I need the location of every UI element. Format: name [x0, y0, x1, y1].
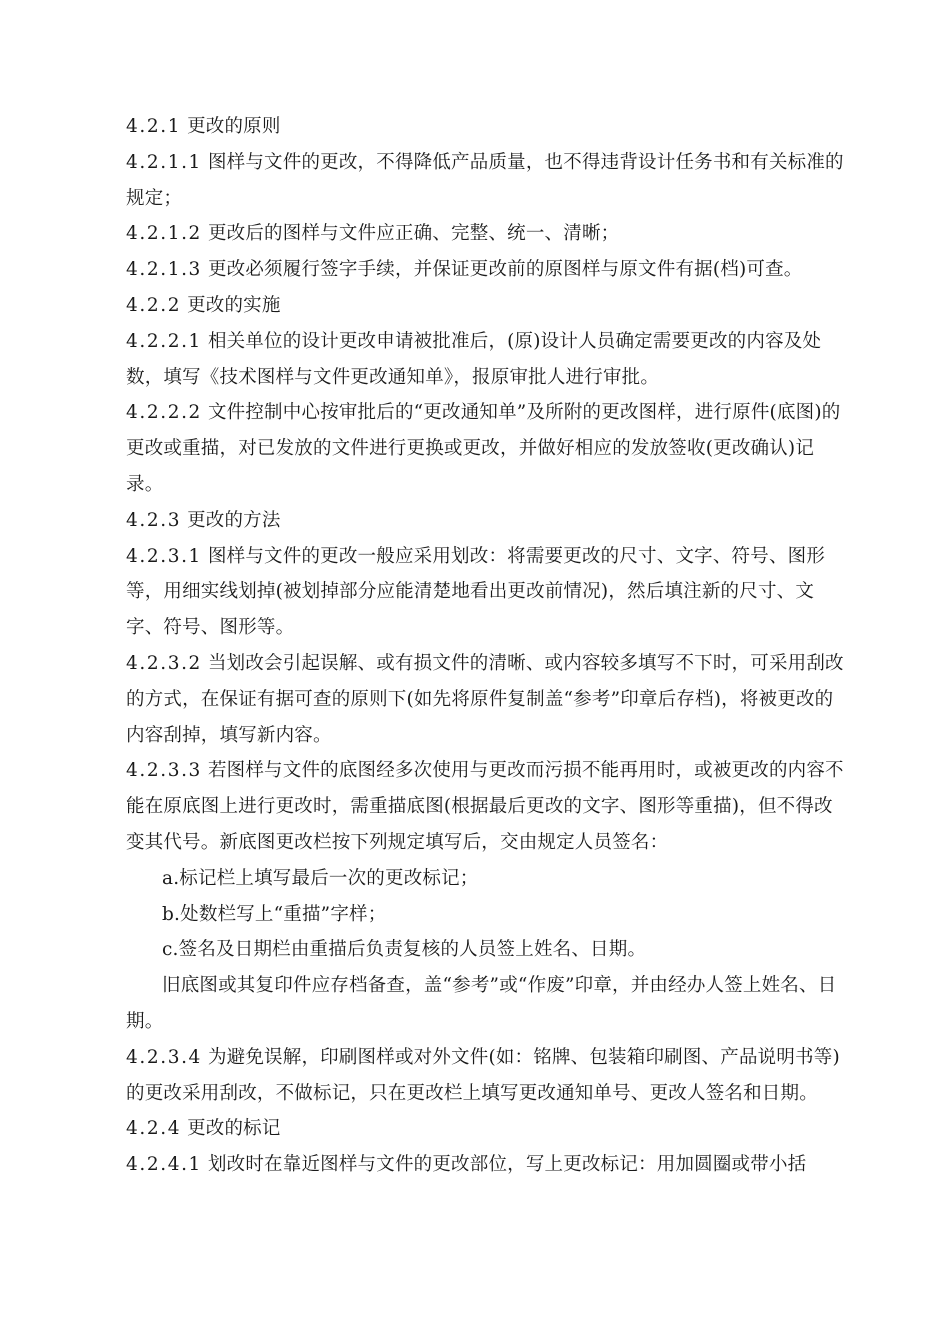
clause-number: 4.2.4.1 [126, 1154, 202, 1176]
clause-number: 4.2.3.1 [126, 545, 202, 567]
clause-number: 4.2.3.2 [126, 652, 202, 674]
section-number: 4.2.3 [126, 509, 182, 531]
clause-text: 当划改会引起误解、或有损文件的清晰、或内容较多填写不下时，可采用刮改的方式，在保证有据可查的原则下(如先将原件复制盖“参考”印章后存档)，将被更改的内容刮掉，填写新内容。 [126, 652, 844, 746]
clause-paragraph [126, 646, 846, 753]
section-title: 更改的实施 [187, 294, 281, 316]
section-number: 4.2.2 [126, 294, 182, 316]
clause-number: 4.2.2.2 [126, 402, 202, 424]
clause-number: 4.2.3.3 [126, 760, 202, 782]
clause-paragraph [126, 252, 846, 288]
section-heading [126, 1111, 846, 1147]
clause-text: 划改时在靠近图样与文件的更改部位，写上更改标记：用加圆圈或带小括 [207, 1154, 807, 1176]
section-number: 4.2.4 [126, 1118, 182, 1140]
list-item: b.处数栏写上“重描”字样； [162, 903, 387, 925]
section-title: 更改的原则 [187, 116, 281, 137]
clause-paragraph [126, 1147, 846, 1183]
clause-paragraph [126, 145, 846, 217]
section-heading [126, 288, 846, 324]
clause-paragraph [126, 216, 846, 252]
clause-paragraph [126, 324, 846, 396]
clause-text: 相关单位的设计更改申请被批准后，(原)设计人员确定需要更改的内容及处数，填写《技术图样与文件更改通知单》，报原审批人进行审批。 [126, 330, 822, 388]
clause-text: 图样与文件的更改一般应采用划改：将需要更改的尺寸、文字、符号、图形等，用细实线划掉(被划掉部分应能清楚地看出更改前情况)，然后填注新的尺寸、文字、符号、图形等。 [126, 545, 826, 639]
section-title: 更改的标记 [187, 1118, 281, 1140]
clause-text: 若图样与文件的底图经多次使用与更改而污损不能再用时，或被更改的内容不能在原底图上进行更改时，需重描底图(根据最后更改的文字、图形等重描)，但不得改变其代号。新底图更改栏按下列规定填写后，交由规定人员签名： [126, 760, 844, 853]
clause-number: 4.2.2.1 [126, 330, 202, 352]
clause-text: 更改后的图样与文件应正确、完整、统一、清晰； [207, 223, 620, 245]
clause-number: 4.2.1.1 [126, 151, 202, 173]
clause-number: 4.2.1.3 [126, 259, 202, 281]
clause-paragraph [126, 1040, 846, 1112]
section-heading [126, 109, 846, 145]
clause-text: 文件控制中心按审批后的“更改通知单”及所附的更改图样，进行原件(底图)的更改或重描，对已发放的文件进行更换或更改，并做好相应的发放签收(更改确认)记录。 [126, 402, 841, 495]
section-number: 4.2.1 [126, 116, 182, 137]
clause-paragraph [126, 753, 846, 860]
clause-paragraph [126, 395, 846, 502]
clause-text: 更改必须履行签字手续，并保证更改前的原图样与原文件有据(档)可查。 [207, 259, 803, 281]
document-body [126, 109, 846, 1183]
section-heading [126, 503, 846, 539]
section-title: 更改的方法 [187, 509, 281, 531]
clause-paragraph [126, 539, 846, 646]
clause-text: 图样与文件的更改，不得降低产品质量，也不得违背设计任务书和有关标准的规定； [126, 151, 844, 209]
note-paragraph: 旧底图或其复印件应存档备查，盖“参考”或“作废”印章，并由经办人签上姓名、日期。 [126, 975, 837, 1032]
clause-number: 4.2.3.4 [126, 1046, 202, 1068]
clause-text: 为避免误解，印刷图样或对外文件(如：铭牌、包装箱印刷图、产品说明书等)的更改采用刮改，不做标记，只在更改栏上填写更改通知单号、更改人签名和日期。 [126, 1046, 840, 1104]
list-item: c.签名及日期栏由重描后负责复核的人员签上姓名、日期。 [162, 939, 647, 961]
clause-number: 4.2.1.2 [126, 223, 202, 245]
list-item: a.标记栏上填写最后一次的更改标记； [162, 867, 479, 889]
